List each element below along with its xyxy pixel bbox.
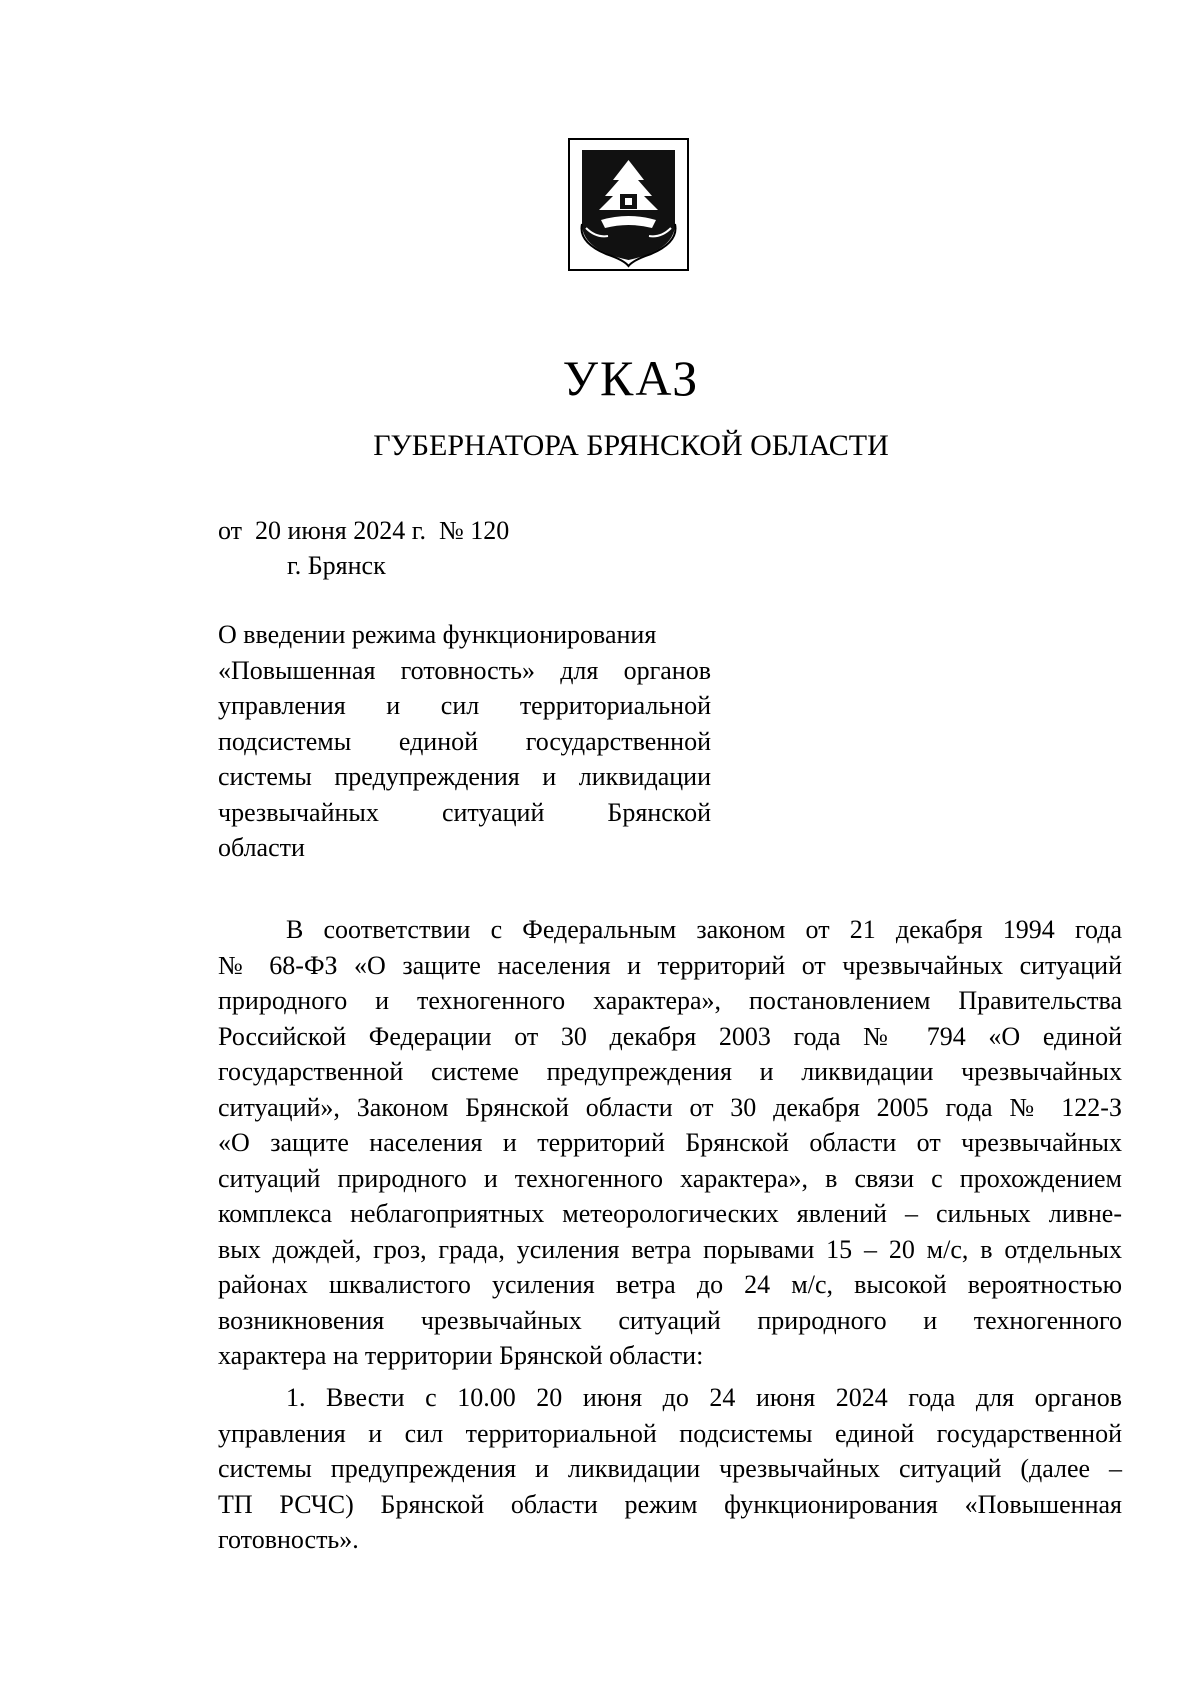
body-line: № 68-ФЗ «О защите населения и территорий от чрезвычайных ситуаций [218,950,1122,980]
item-line: 1. Ввести с 10.00 20 июня до 24 июня 2024 года для органов [286,1383,1122,1412]
body-line: «О защите населения и территорий Брянской области от чрезвычайных [218,1128,1122,1157]
item-line: управления и сил территориальной подсистемы единой государственной [218,1418,1122,1448]
item-line: ТП РСЧС) Брянской области режим функционирования «Повышенная [218,1489,1122,1519]
preamble-paragraph [218,912,1122,1374]
body-line: государственной системе предупреждения и ликвидации чрезвычайных [218,1057,1122,1086]
body-line: В соответствии с Федеральным законом от 21 декабря 1994 года [286,915,1122,944]
body-line: природного и техногенного характера», постановлением Правительства [218,986,1122,1015]
coat-of-arms-emblem [568,138,689,271]
heading-line: системы предупреждения и ликвидации [218,762,711,791]
coat-of-arms-icon [568,138,689,271]
heading-line: подсистемы единой государственной [218,726,711,756]
body-line: комплекса неблагоприятных метеорологических явлений – сильных ливне- [218,1199,1122,1228]
body-line: ситуаций», Законом Брянской области от 30 декабря 2005 года № 122-З [218,1092,1122,1122]
body-line: Российской Федерации от 30 декабря 2003 года № 794 «О единой [218,1021,1122,1051]
body-line: районах шквалистого усиления ветра до 24 м/с, высокой вероятностью [218,1270,1122,1299]
document-issuer: ГУБЕРНАТОРА БРЯНСКОЙ ОБЛАСТИ [373,429,889,462]
heading-line: управления и сил территориальной [218,691,711,720]
date-and-number: от 20 июня 2024 г. № 120 [218,516,510,545]
body-line: возникновения чрезвычайных ситуаций природного и техногенного [218,1305,1122,1335]
item-line: системы предупреждения и ликвидации чрезвычайных ситуаций (далее – [218,1454,1122,1483]
decree-item-1 [218,1380,1122,1558]
heading-line: О введении режима функционирования [218,620,657,649]
item-line: готовность». [218,1525,359,1554]
heading-line: области [218,833,305,862]
body-line: характера на территории Брянской области: [218,1341,704,1370]
body-line: ситуаций природного и техногенного характера», в связи с прохождением [218,1163,1122,1193]
heading-line: «Повышенная готовность» для органов [218,655,711,685]
heading-line: чрезвычайных ситуаций Брянской [218,797,711,827]
document-title: УКАЗ [562,350,700,406]
decree-heading [218,617,711,866]
body-line: вых дождей, гроз, града, усиления ветра порывами 15 – 20 м/с, в отдельных [218,1234,1122,1264]
place-of-issue: г. Брянск [287,551,386,580]
